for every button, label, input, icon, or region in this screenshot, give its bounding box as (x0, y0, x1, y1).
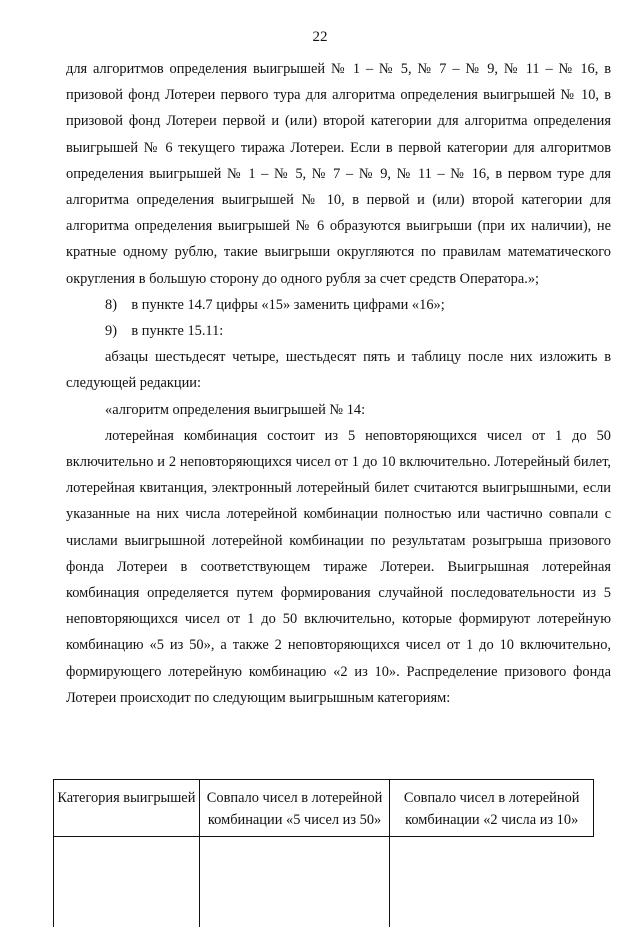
paragraph-algorithm-description: лотерейная комбинация состоит из 5 неповторяющихся чисел от 1 до 50 включительно и 2 неповторяющихся чисел от 1 до 10 включительно. Лотерейный билет, лотерейная квитанция, электронный лотерейный билет считаются выигрышными, если указанные на них числа лотерейной комбинации полностью или частично совпали с числами выигрышной лотерейной комбинации по результатам розыгрыша призового фонда Лотереи в соответствующем тираже Лотереи. Выигрышная лотерейная комбинация определяется путем формирования случайной последовательности из 5 неповторяющихся чисел от 1 до 50 включительно, которые формируют лотерейную комбинацию «5 из 50», а также 2 неповторяющихся чисел от 1 до 10 включительно, формирующего лотерейную комбинацию «2 из 10». Распределение призового фонда Лотереи происходит по следующим выигрышным категориям: (66, 423, 611, 711)
prize-category-table (53, 779, 594, 927)
paragraph-continuation: для алгоритмов определения выигрышей № 1 – № 5, № 7 – № 9, № 11 – № 16, в призовой фонд Лотереи первого тура для алгоритма определения выигрышей № 10, в призовой фонд Лотереи первой и (или) второй категории для алгоритма определения выигрышей № 6 текущего тиража Лотереи. Если в первой категории для алгоритмов определения выигрышей № 1 – № 5, № 7 – № 9, № 11 – № 16, в первом туре для алгоритма определения выигрышей № 10, в первой и (или) второй категории для алгоритма определения выигрышей № 6 образуются выигрыши (при их наличии), не кратные одному рублю, такие выигрыши округляются по правилам математического округления в большую сторону до одного рубля за счет средств Оператора.»; (66, 56, 611, 292)
table-continuation (54, 837, 594, 927)
document-body (66, 56, 611, 711)
list-item-8: 8) в пункте 14.7 цифры «15» заменить цифрами «16»; (66, 292, 611, 318)
page-number: 22 (0, 29, 640, 46)
table-header-category: Категория выигрышей (54, 780, 200, 837)
table-header-matches-5-of-50: Совпало чисел в лотерейной комбинации «5 чисел из 50» (199, 780, 390, 837)
table-header-row (54, 780, 594, 837)
list-item-9: 9) в пункте 15.11: (66, 318, 611, 344)
paragraph-instruction: абзацы шестьдесят четыре, шестьдесят пять и таблицу после них изложить в следующей редакции: (66, 344, 611, 396)
algorithm-heading: «алгоритм определения выигрышей № 14: (66, 397, 611, 423)
table-header-matches-2-of-10: Совпало чисел в лотерейной комбинации «2 числа из 10» (390, 780, 594, 837)
